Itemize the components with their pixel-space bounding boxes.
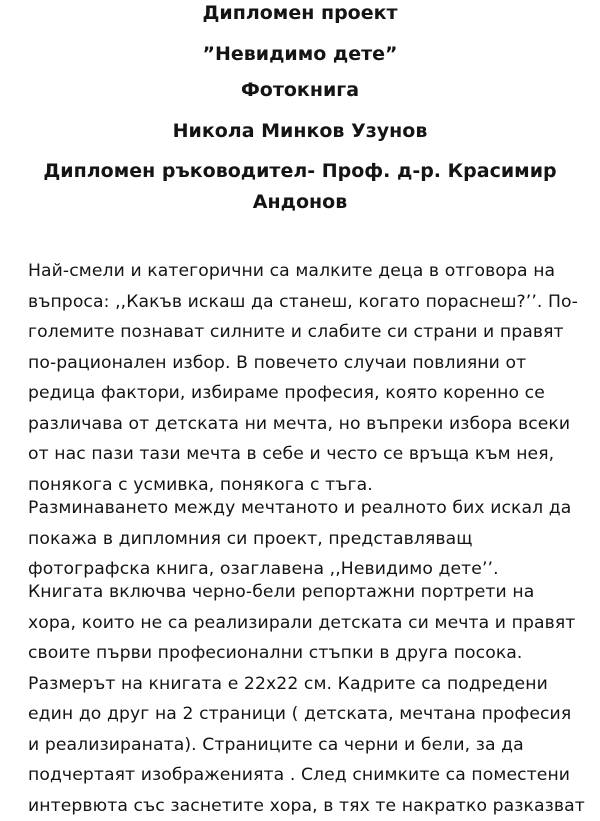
paragraph-1-line: въпроса: ,,Какъв искаш да станеш, когато пораснеш?’’. По- xyxy=(28,287,588,318)
paragraph-3 xyxy=(28,577,588,821)
paragraph-1-line: Най-смели и категорични са малките деца в отговора на xyxy=(28,256,588,287)
paragraph-2-line: фотографска книга, озаглавена ,,Невидимо дете’’. xyxy=(28,554,588,585)
paragraph-3-line: един до друг на 2 страници ( детската, мечтана професия xyxy=(28,699,588,730)
paragraph-3-line: Размерът на книгата е 22х22 см. Кадрите са подредени xyxy=(28,669,588,700)
paragraph-1-line: по-рационален избор. В повечето случаи повлияни от xyxy=(28,348,588,379)
paragraph-1-line: различава от детската ни мечта, но въпреки избора всеки xyxy=(28,409,588,440)
paragraph-3-line: Книгата включва черно-бели репортажни портрети на xyxy=(28,577,588,608)
paragraph-1-line: понякога с усмивка, понякога с тъга. xyxy=(28,470,588,501)
paragraph-1 xyxy=(28,256,588,500)
paragraph-3-line: хора, които не са реализирали детската си мечта и правят xyxy=(28,608,588,639)
paragraph-2 xyxy=(28,493,588,585)
paragraph-3-line: подчертаят изображенията . След снимките са поместени xyxy=(28,760,588,791)
project-kind: Фотокнига xyxy=(0,77,600,103)
paragraph-2-line: покажа в дипломния си проект, представляващ xyxy=(28,524,588,555)
paragraph-2-line: Разминаването между мечтаното и реалното бих искал да xyxy=(28,493,588,524)
author-name: Никола Минков Узунов xyxy=(0,118,600,144)
paragraph-3-line: своите първи професионални стъпки в друга посока. xyxy=(28,638,588,669)
project-name: ”Невидимо дете” xyxy=(0,41,600,67)
paragraph-1-line: редица фактори, избираме професия, която коренно се xyxy=(28,378,588,409)
paragraph-1-line: от нас пази тази мечта в себе и често се връща към нея, xyxy=(28,439,588,470)
paragraph-1-line: големите познават силните и слабите си страни и правят xyxy=(28,317,588,348)
supervisor-line-1: Дипломен ръководител- Проф. д-р. Красимир xyxy=(0,158,600,184)
paragraph-3-line: интервюта със заснетите хора, в тях те накратко разказват xyxy=(28,791,588,821)
supervisor-line-2: Андонов xyxy=(0,189,600,215)
document-title: Дипломен проект xyxy=(0,0,600,26)
paragraph-3-line: и реализираната). Страниците са черни и бели, за да xyxy=(28,730,588,761)
